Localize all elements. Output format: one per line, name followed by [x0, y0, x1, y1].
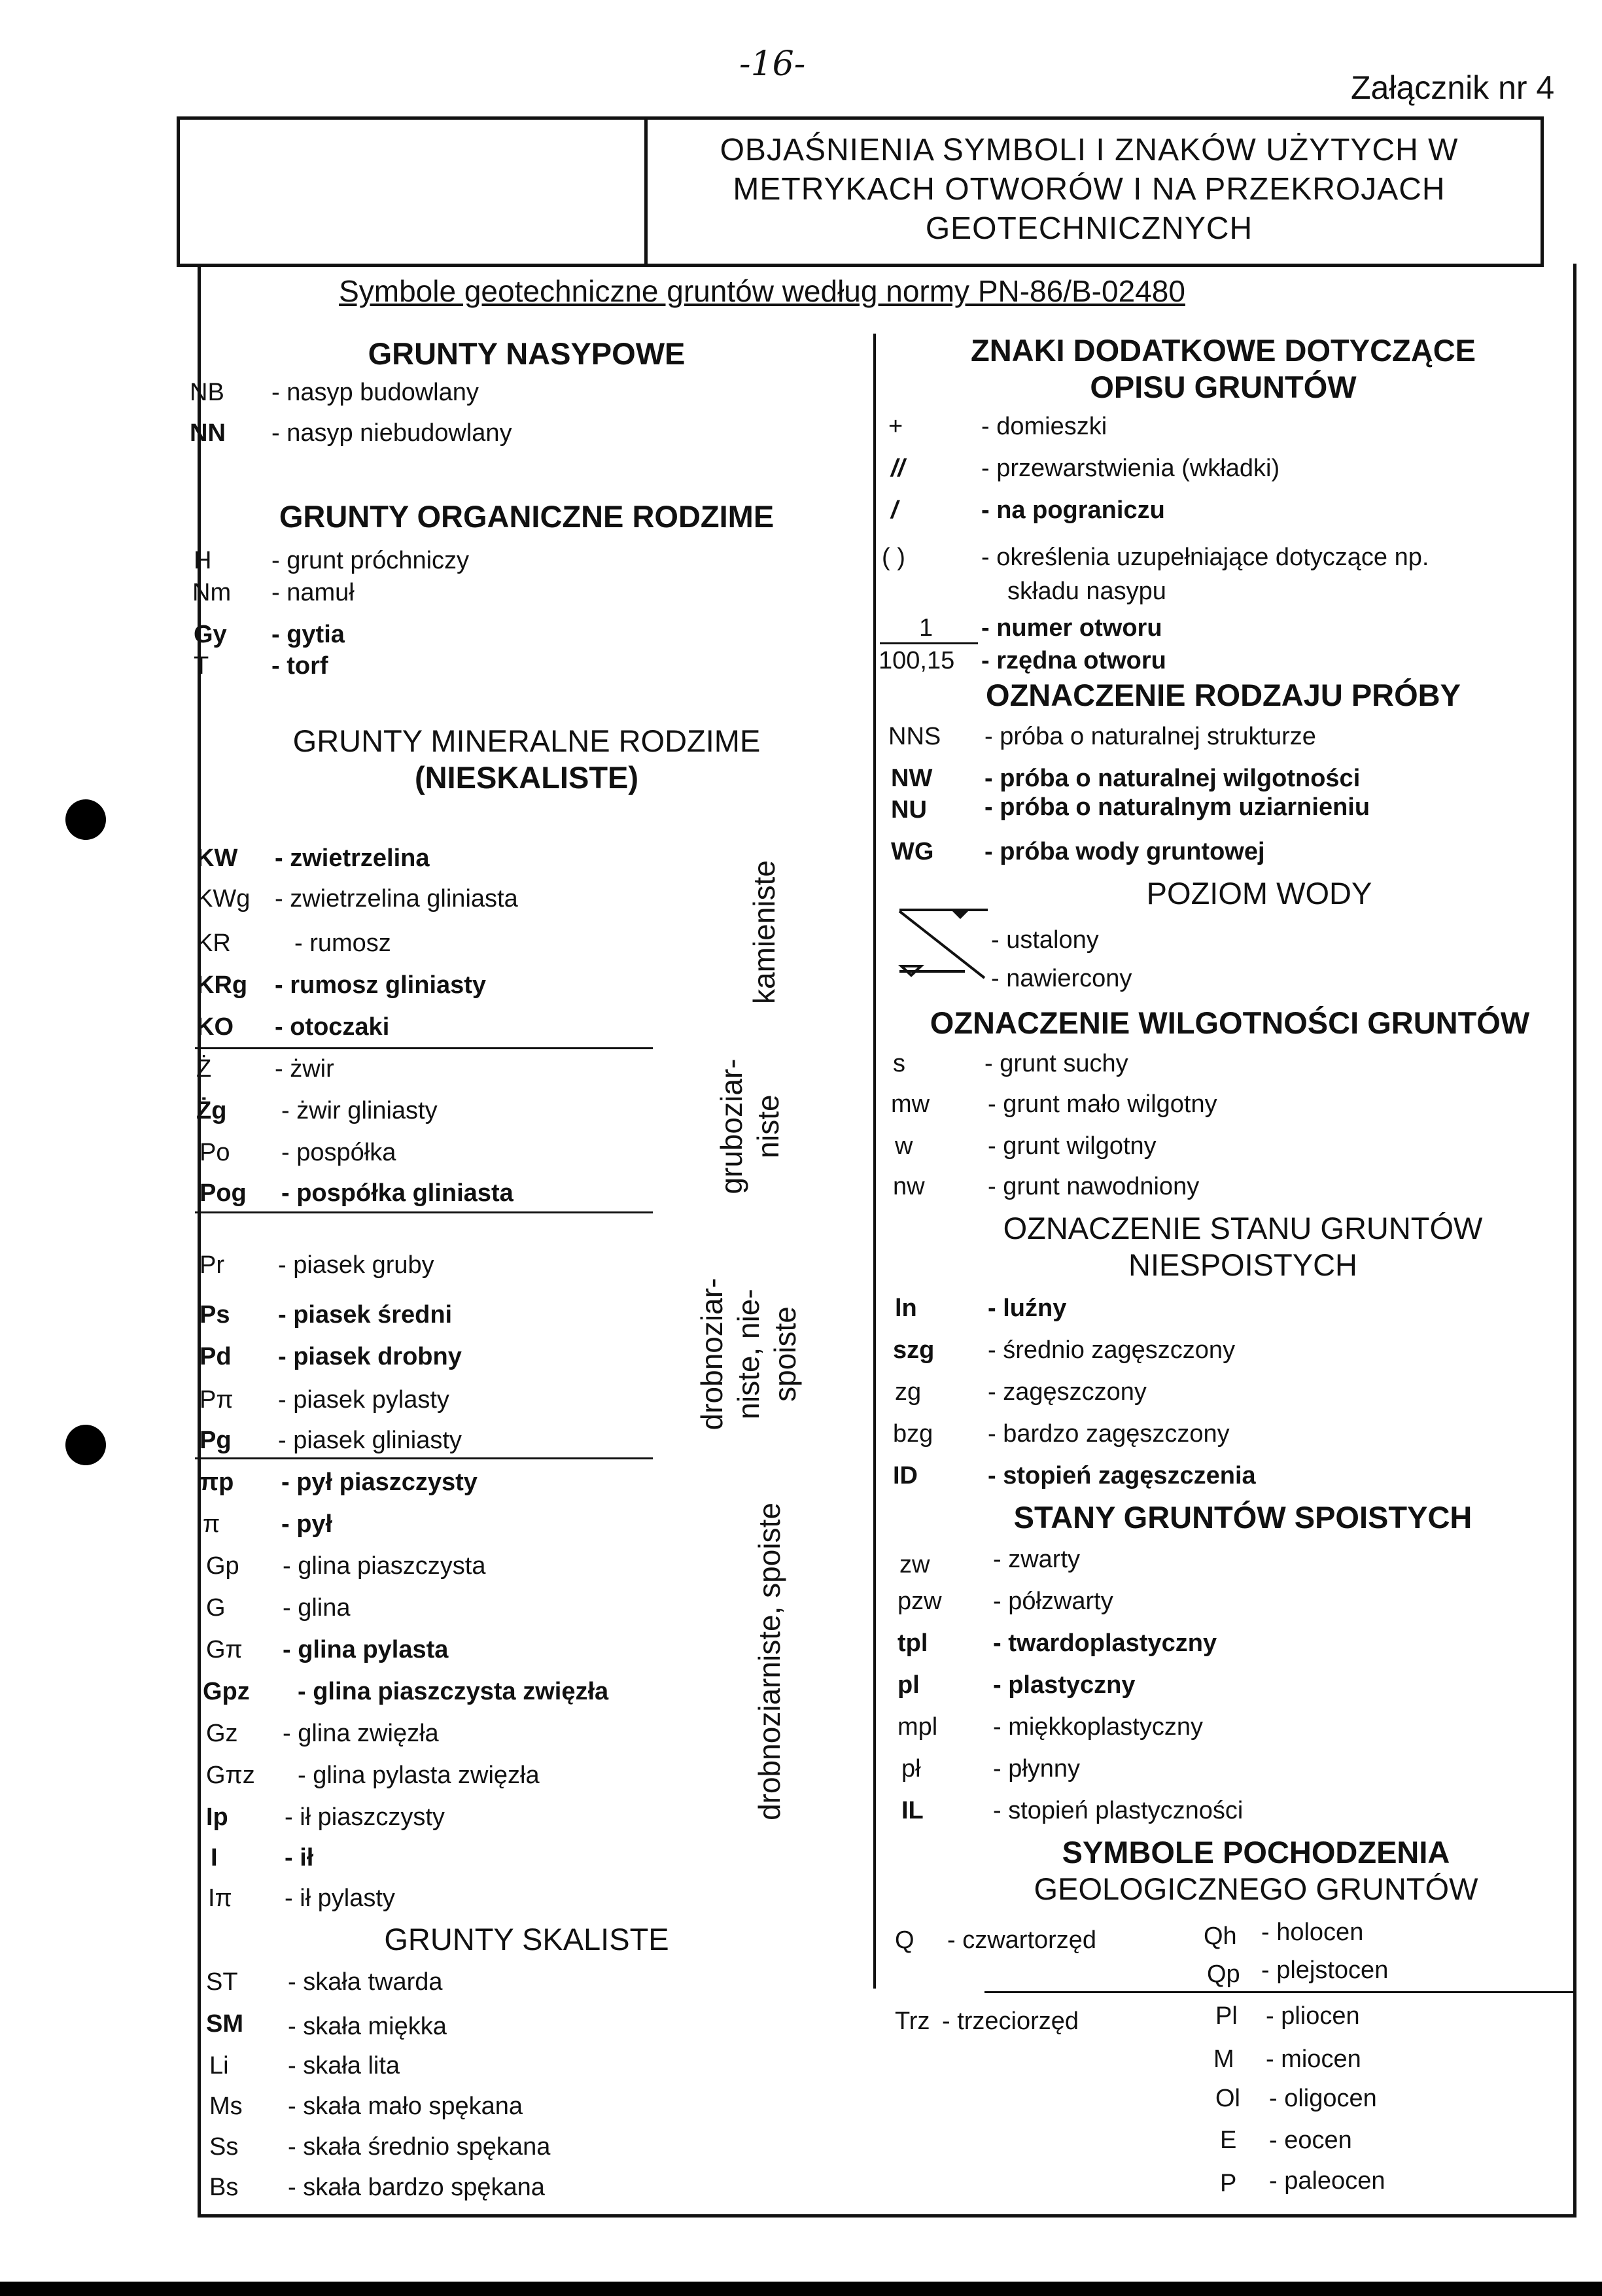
frame-left [177, 116, 180, 267]
heading-stan-spoiste: STANY GRUNTÓW SPOISTYCH [1013, 1500, 1472, 1535]
list-item: - skała średnio spękana [288, 2133, 551, 2161]
list-item: G [206, 1594, 226, 1622]
list-item: - holocen [1261, 1919, 1364, 1946]
list-item: ( ) [882, 544, 905, 571]
list-item: - żwir gliniasty [281, 1097, 438, 1124]
list-item: - grunt wilgotny [988, 1132, 1157, 1160]
list-item: Żg [196, 1097, 227, 1124]
list-item: - domieszki [981, 413, 1107, 440]
heading-stan-niespoiste: OZNACZENIE STANU GRUNTÓW NIESPOISTYCH [1003, 1211, 1483, 1282]
list-item: - stopień zagęszczenia [988, 1462, 1256, 1489]
list-item: s [893, 1050, 905, 1077]
frame-header-divider [644, 116, 648, 267]
list-item: - próba o naturalnym uziarnieniu [984, 793, 1370, 821]
list-item: Pd [200, 1343, 232, 1370]
frame-top [177, 116, 1544, 120]
list-item: Nm [192, 579, 232, 606]
list-item: - piasek średni [278, 1301, 453, 1329]
list-item: - skała twarda [288, 1968, 443, 1996]
list-item: KW [196, 844, 238, 872]
list-item: Po [200, 1139, 230, 1166]
list-item: Ż [196, 1055, 212, 1083]
list-item: Ms [209, 2093, 243, 2120]
list-item: - skała bardzo spękana [288, 2174, 545, 2201]
list-item: Li [209, 2052, 229, 2079]
list-item: pl [897, 1671, 920, 1699]
list-item: SM [206, 2010, 243, 2038]
list-item: π [203, 1510, 220, 1538]
frame-bottom [198, 2214, 1576, 2218]
list-item: zg [895, 1378, 922, 1406]
list-item: IL [901, 1797, 924, 1824]
list-item: - glina pylasta [283, 1636, 449, 1663]
list-item: - piasek drobny [278, 1343, 462, 1370]
list-item: - próba wody gruntowej [984, 838, 1265, 865]
scan-edge [0, 2282, 1602, 2296]
list-item: - pył piaszczysty [281, 1469, 478, 1496]
group-label-spoiste: drobnoziarniste, spoiste [752, 1503, 786, 1820]
list-item: πp [200, 1469, 234, 1496]
list-item: szg [893, 1336, 935, 1364]
list-item: - określenia uzupełniające dotyczące np. [981, 544, 1429, 571]
list-item: nw [893, 1173, 925, 1200]
punch-hole-bottom [65, 1425, 106, 1465]
frame-right [1541, 116, 1544, 267]
list-item: - otoczaki [275, 1013, 390, 1041]
heading-proby: OZNACZENIE RODZAJU PRÓBY [986, 678, 1461, 712]
list-item: - twardoplastyczny [993, 1629, 1217, 1657]
list-item: WG [891, 838, 934, 865]
list-item: - ił piaszczysty [285, 1803, 445, 1831]
list-item: - ił pylasty [285, 1885, 395, 1912]
list-item: Bs [209, 2174, 239, 2201]
heading-pochodzenie: SYMBOLE POCHODZENIA GEOLOGICZNEGO GRUNTÓW [1034, 1835, 1478, 1906]
list-item: KO [196, 1013, 234, 1041]
list-item: Trz [895, 2008, 930, 2035]
heading-dodatkowe: ZNAKI DODATKOWE DOTYCZĄCE OPISU GRUNTÓW [971, 333, 1476, 404]
list-item: - plastyczny [993, 1671, 1136, 1699]
list-item: - glina piaszczysta zwięzła [298, 1678, 609, 1705]
list-item: Pl [1215, 2002, 1238, 2030]
list-item: Pπ [200, 1386, 234, 1414]
water-level-icon [896, 906, 988, 984]
list-item: - skała mało spękana [288, 2093, 523, 2120]
frame-right-lower [1573, 264, 1576, 2216]
list-item: - piasek gruby [278, 1251, 434, 1279]
list-item: Gy [194, 621, 227, 648]
list-item: - miocen [1266, 2045, 1361, 2073]
list-item: zw [899, 1551, 930, 1578]
list-item: NB [190, 379, 224, 406]
list-item: - zwarty [993, 1546, 1080, 1573]
list-item: Qp [1207, 1960, 1240, 1988]
list-item: tpl [897, 1629, 928, 1657]
list-item: H [194, 547, 212, 574]
list-item: - skała lita [288, 2052, 400, 2079]
list-item: KWg [196, 885, 251, 913]
list-item: - na pograniczu [981, 496, 1165, 524]
list-item: + [888, 413, 903, 440]
list-item: bzg [893, 1420, 933, 1448]
heading-nasypowe: GRUNTY NASYPOWE [368, 336, 686, 371]
list-item: - żwir [275, 1055, 334, 1083]
list-item: - zwietrzelina [275, 844, 430, 872]
list-item: - glina pylasta zwięzła [298, 1762, 540, 1789]
list-item: - przewarstwienia (wkładki) [981, 455, 1280, 482]
list-item: Qh [1204, 1922, 1237, 1950]
list-item: NW [891, 765, 933, 792]
list-item: - próba o naturalnej strukturze [984, 723, 1316, 750]
list-item: // [891, 455, 905, 482]
list-item: mpl [897, 1713, 938, 1741]
group-divider [195, 1457, 653, 1459]
list-item: Pog [200, 1179, 247, 1207]
list-item: - torf [271, 652, 328, 680]
list-item: NNS [888, 723, 941, 750]
list-item: KR [196, 930, 231, 957]
list-item: - oligocen [1269, 2085, 1377, 2112]
list-item: pł [901, 1755, 921, 1783]
list-item: - grunt suchy [984, 1050, 1128, 1077]
list-item: I [211, 1844, 218, 1871]
column-divider [873, 334, 876, 1989]
group-label-niespoiste: drobnoziar- niste, nie- spoiste [695, 1278, 802, 1431]
list-item: / [891, 496, 898, 524]
list-item: Gπ [206, 1636, 243, 1663]
list-item: Gz [206, 1720, 238, 1747]
list-item: Iπ [208, 1885, 232, 1912]
heading-organiczne: GRUNTY ORGANICZNE RODZIME [279, 499, 775, 534]
list-item: Gpz [203, 1678, 250, 1705]
list-item: - bardzo zagęszczony [988, 1420, 1230, 1448]
list-item: - gytia [271, 621, 345, 648]
borehole-number-desc: - numer otworu [981, 614, 1162, 642]
list-item: Q [895, 1926, 914, 1954]
list-item: KRg [196, 971, 248, 999]
group-label-kamieniste: kamieniste [747, 860, 781, 1004]
list-item: - grunt próchniczy [271, 547, 470, 574]
list-item: E [1220, 2127, 1237, 2154]
borehole-elevation-sample: 100,15 [879, 647, 955, 674]
norm-subtitle: Symbole geotechniczne gruntów według normy PN-86/B-02480 [339, 274, 1185, 308]
list-item: mw [891, 1090, 930, 1118]
attachment-label: Załącznik nr 4 [1351, 69, 1555, 106]
list-item: ln [895, 1295, 917, 1322]
list-item: Pg [200, 1427, 232, 1454]
page-number: -16- [739, 44, 806, 84]
list-item: - czwartorzęd [947, 1926, 1097, 1954]
list-item: NN [190, 419, 226, 447]
list-item: - pospółka [281, 1139, 396, 1166]
borehole-fraction-line [880, 642, 978, 644]
list-item: Ps [200, 1301, 230, 1329]
list-item: - rumosz gliniasty [275, 971, 487, 999]
list-item: - próba o naturalnej wilgotności [984, 765, 1361, 792]
water-level-drilled: - nawiercony [991, 965, 1132, 992]
list-item: - glina [283, 1594, 351, 1622]
frame-header-bottom [177, 264, 1544, 267]
group-divider [195, 1211, 653, 1213]
list-item: - luźny [988, 1295, 1067, 1322]
borehole-number-sample: 1 [919, 614, 933, 642]
list-item: - płynny [993, 1755, 1081, 1783]
group-divider [195, 1047, 653, 1049]
list-item: Gp [206, 1552, 239, 1580]
origin-divider [984, 1991, 1573, 1993]
heading-skaliste: GRUNTY SKALISTE [384, 1922, 669, 1957]
list-item: - nasyp niebudowlany [271, 419, 512, 447]
list-item: ID [893, 1462, 918, 1489]
list-item: Ip [206, 1803, 228, 1831]
list-item: - ił [285, 1844, 314, 1871]
list-item: - miękkoplastyczny [993, 1713, 1203, 1741]
borehole-elevation-desc: - rzędna otworu [981, 647, 1166, 674]
list-item: Pr [200, 1251, 224, 1279]
list-item: P [1220, 2170, 1237, 2197]
water-level-steady: - ustalony [991, 926, 1099, 954]
list-item: - skała miękka [288, 2013, 447, 2040]
heading-mineralne: GRUNTY MINERALNE RODZIME (NIESKALISTE) [292, 723, 761, 795]
list-item: w [895, 1132, 913, 1160]
list-item: pzw [897, 1588, 942, 1615]
group-label-gruboziarniste: gruboziar- niste [714, 1058, 785, 1194]
list-item: - średnio zagęszczony [988, 1336, 1236, 1364]
list-item: - zagęszczony [988, 1378, 1147, 1406]
list-item: - piasek gliniasty [278, 1427, 462, 1454]
list-item: - stopień plastyczności [993, 1797, 1244, 1824]
list-item-continuation: składu nasypu [1007, 578, 1166, 605]
heading-wilgotnosc: OZNACZENIE WILGOTNOŚCI GRUNTÓW [930, 1005, 1530, 1040]
list-item: - plejstocen [1261, 1957, 1389, 1984]
list-item: Gπz [206, 1762, 255, 1789]
punch-hole-top [65, 799, 106, 840]
list-item: - grunt nawodniony [988, 1173, 1200, 1200]
list-item: T [194, 652, 209, 680]
list-item: - namuł [271, 579, 355, 606]
list-item: - rumosz [294, 930, 391, 957]
list-item: - glina piaszczysta [283, 1552, 486, 1580]
list-item: - pospółka gliniasta [281, 1179, 514, 1207]
list-item: - grunt mało wilgotny [988, 1090, 1217, 1118]
list-item: - glina zwięzła [283, 1720, 439, 1747]
list-item: - zwietrzelina gliniasta [275, 885, 518, 913]
list-item: M [1213, 2045, 1234, 2073]
list-item: - pliocen [1266, 2002, 1360, 2030]
list-item: Ol [1215, 2085, 1240, 2112]
list-item: - półzwarty [993, 1588, 1113, 1615]
list-item: - piasek pylasty [278, 1386, 449, 1414]
list-item: - pył [281, 1510, 333, 1538]
list-item: NU [891, 796, 927, 824]
list-item: - nasyp budowlany [271, 379, 479, 406]
list-item: Ss [209, 2133, 239, 2161]
list-item: ST [206, 1968, 238, 1996]
list-item: - paleocen [1269, 2167, 1385, 2195]
list-item: - trzeciorzęd [942, 2008, 1079, 2035]
list-item: - eocen [1269, 2127, 1352, 2154]
heading-poziom-wody: POZIOM WODY [1146, 876, 1372, 911]
document-title: OBJAŚNIENIA SYMBOLI I ZNAKÓW UŻYTYCH W METRYKACH OTWORÓW I NA PRZEKROJACH GEOTECHNICZNYCH [720, 133, 1459, 246]
